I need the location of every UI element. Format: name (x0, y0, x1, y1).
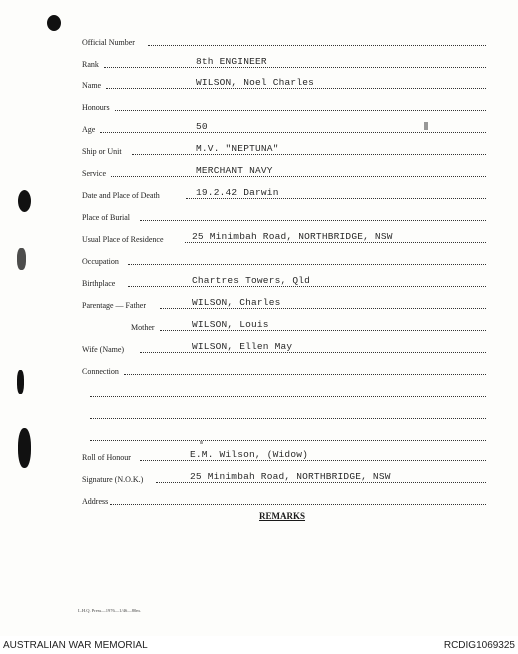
age-row (0, 120, 518, 134)
ship-label: Ship or Unit (82, 147, 122, 156)
official-number-label: Official Number (82, 38, 135, 47)
honours-row (0, 98, 518, 112)
connection-row (0, 362, 518, 376)
address-row (0, 492, 518, 506)
ship-row (0, 142, 518, 156)
signature-value: 25 Minimbah Road, NORTHBRIDGE, NSW (190, 471, 391, 482)
signature-row (0, 470, 518, 484)
name-label: Name (82, 81, 102, 90)
dotted-line (100, 132, 486, 133)
dotted-line (160, 308, 486, 309)
archive-footer (0, 636, 518, 654)
ship-value: M.V. "NEPTUNA" (196, 143, 279, 154)
dotted-line (128, 264, 486, 265)
connection-continuation (0, 384, 518, 398)
official-number-row (0, 33, 518, 47)
residence-row (0, 230, 518, 244)
service-row (0, 164, 518, 178)
father-value: WILSON, Charles (192, 297, 281, 308)
connection-continuation (0, 428, 518, 442)
signature-label: Signature (N.O.K.) (82, 475, 144, 484)
dotted-line (140, 460, 486, 461)
birthplace-value: Chartres Towers, Qld (192, 275, 311, 286)
archive-name: AUSTRALIAN WAR MEMORIAL (3, 640, 148, 651)
rank-label: Rank (82, 60, 99, 69)
dotted-line (132, 154, 486, 155)
wife-row (0, 340, 518, 354)
dotted-line (148, 45, 486, 46)
birthplace-label: Birthplace (82, 279, 116, 288)
occupation-label: Occupation (82, 257, 119, 266)
residence-value: 25 Minimbah Road, NORTHBRIDGE, NSW (192, 231, 393, 242)
connection-label: Connection (82, 367, 119, 376)
service-value: MERCHANT NAVY (196, 165, 273, 176)
father-row (0, 296, 518, 310)
death-row (0, 186, 518, 200)
mother-label: Mother (131, 323, 155, 332)
birthplace-row (0, 274, 518, 288)
rank-row (0, 55, 518, 69)
dotted-line (140, 220, 486, 221)
honours-label: Honours (82, 103, 110, 112)
dotted-line (140, 352, 486, 353)
age-value: 50 (196, 121, 208, 132)
connection-continuation (0, 406, 518, 420)
father-label: Parentage — Father (82, 301, 146, 310)
punch-hole (47, 15, 61, 31)
service-label: Service (82, 169, 106, 178)
roll-label: Roll of Honour (82, 453, 131, 462)
dotted-line (90, 418, 486, 419)
address-label: Address (82, 497, 109, 506)
dotted-line (111, 176, 486, 177)
remarks-heading: REMARKS (259, 511, 306, 521)
record-id: RCDIG1069325 (443, 640, 515, 651)
printer-imprint: L.H.Q. Press—1976—1/46—80m. (78, 608, 141, 613)
dotted-line (106, 88, 486, 89)
roll-value: E.M. Wilson, (Widow) (190, 449, 309, 460)
mother-row (0, 318, 518, 332)
burial-label: Place of Burial (82, 213, 130, 222)
death-value: 19.2.42 Darwin (196, 187, 279, 198)
mother-value: WILSON, Louis (192, 319, 269, 330)
roll-row (0, 448, 518, 462)
wife-label: Wife (Name) (82, 345, 125, 354)
dotted-line (90, 440, 486, 441)
wife-value: WILSON, Ellen May (192, 341, 293, 352)
dotted-line (156, 482, 486, 483)
name-row (0, 76, 518, 90)
age-label: Age (82, 125, 96, 134)
occupation-row (0, 252, 518, 266)
dotted-line (160, 330, 486, 331)
dotted-line (186, 198, 486, 199)
name-value: WILSON, Noel Charles (196, 77, 315, 88)
dotted-line (90, 396, 486, 397)
residence-label: Usual Place of Residence (82, 235, 164, 244)
dotted-line (104, 67, 486, 68)
dotted-line (128, 286, 486, 287)
death-label: Date and Place of Death (82, 191, 160, 200)
dotted-line (110, 504, 486, 505)
rank-value: 8th ENGINEER (196, 56, 267, 67)
dotted-line (124, 374, 486, 375)
dotted-line (185, 242, 486, 243)
dotted-line (115, 110, 486, 111)
burial-row (0, 208, 518, 222)
